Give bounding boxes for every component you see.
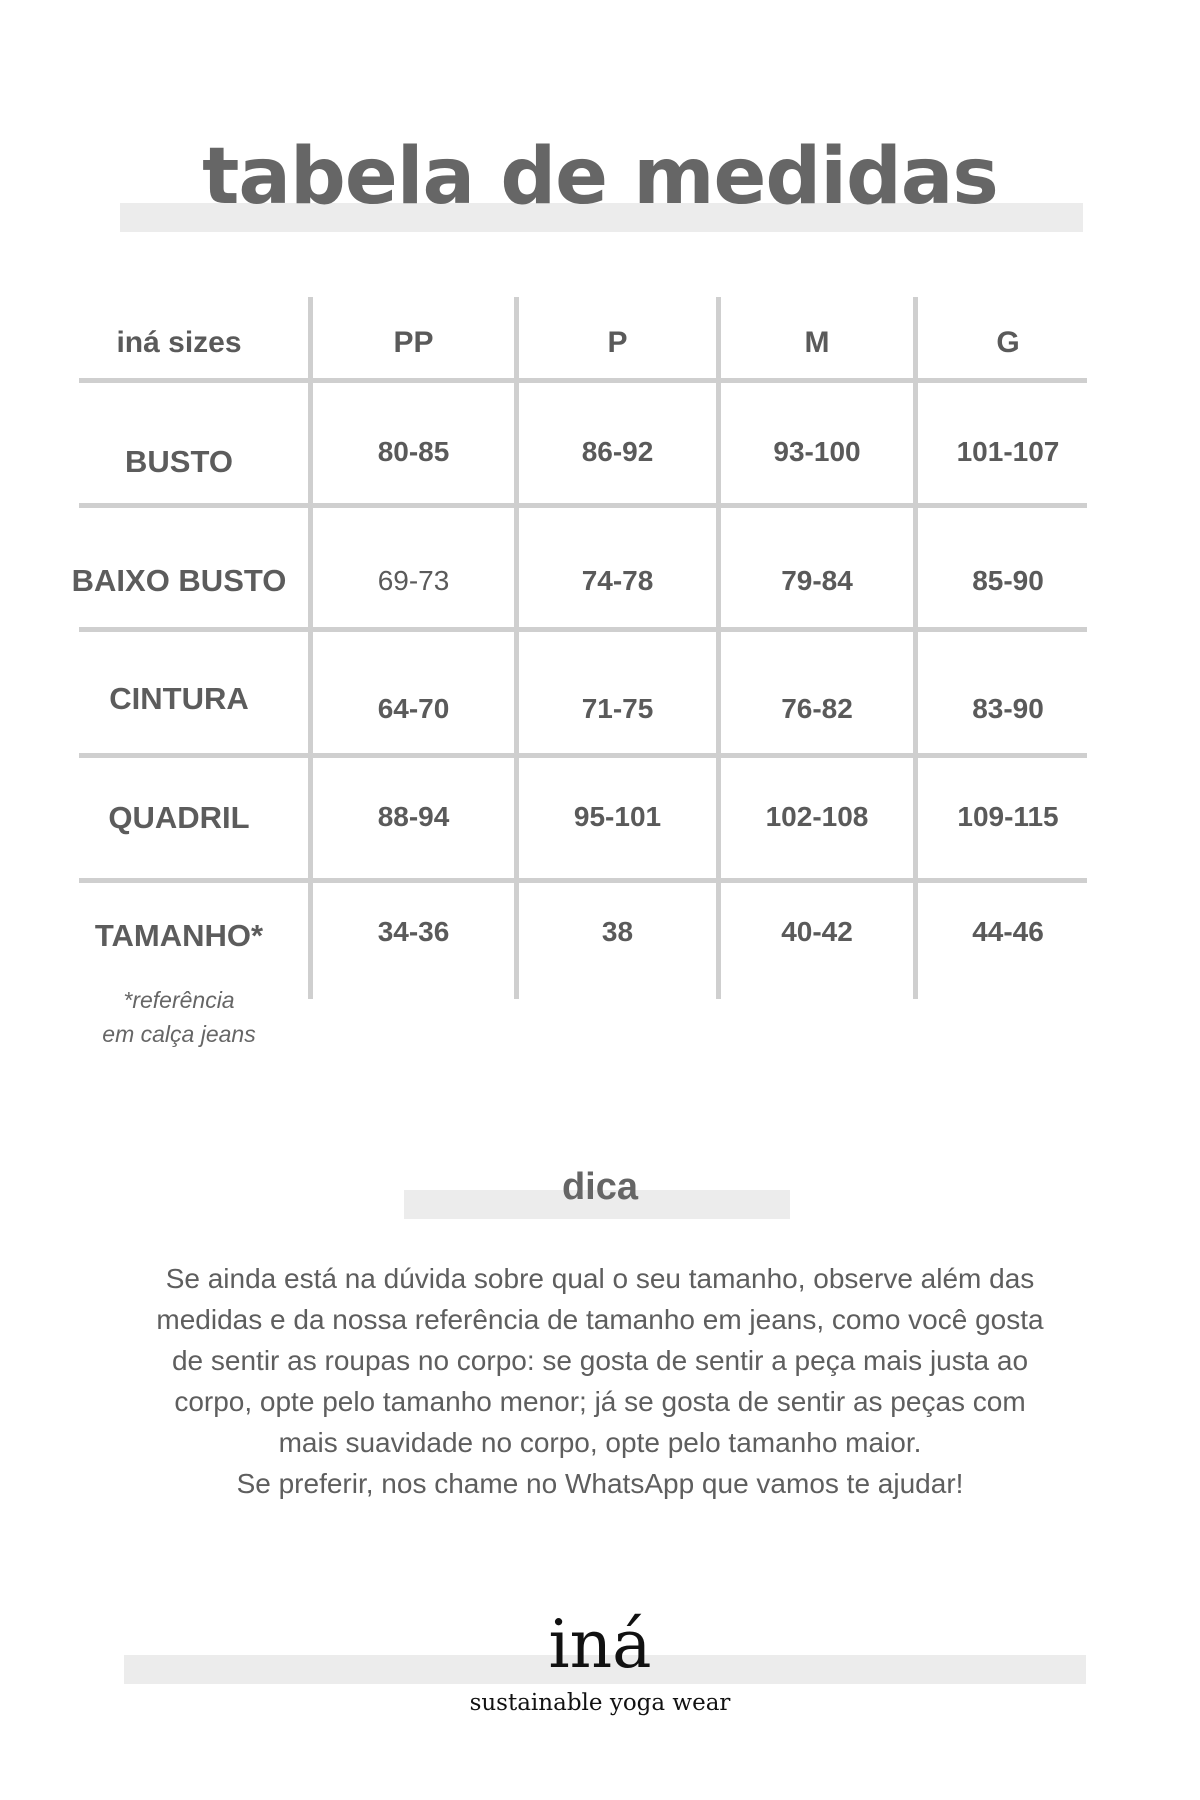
grid-vline-4: [913, 297, 918, 999]
page-title: tabela de medidas: [202, 132, 998, 222]
grid-hline-4: [79, 753, 1087, 758]
quadril-m: 102-108: [765, 801, 869, 832]
size-header-m: M: [804, 326, 830, 359]
grid-hline-5: [79, 878, 1087, 883]
tamanho-p: 38: [601, 916, 634, 947]
dica-title: dica: [561, 1166, 639, 1208]
dica-paragraph: Se ainda está na dúvida sobre qual o seu tamanho, observe além das medidas e da nossa referência de tamanho em jeans, como você gosta de sentir as roupas no corpo: se gosta de sentir a peça mais justa ao corpo, opte pelo tamanho menor; já se gosta de sentir as peças com mais suavidade no corpo, opte pelo tamanho maior.: [156, 1263, 1044, 1458]
row-label-cintura: CINTURA: [109, 681, 249, 716]
brand-tagline: sustainable yoga wear: [469, 1690, 731, 1716]
baixo-busto-p: 74-78: [581, 565, 654, 596]
busto-pp: 80-85: [377, 436, 450, 467]
row-label-quadril: QUADRIL: [108, 800, 250, 835]
size-header-pp: PP: [393, 326, 434, 359]
size-header-g: G: [996, 326, 1020, 359]
tamanho-g: 44-46: [972, 916, 1044, 947]
baixo-busto-pp: 69-73: [377, 565, 450, 596]
brand-logo: iná: [548, 1606, 652, 1683]
quadril-p: 95-101: [573, 801, 662, 832]
baixo-busto-g: 85-90: [972, 565, 1044, 596]
dica-whatsapp-line: Se preferir, nos chame no WhatsApp que vamos te ajudar!: [236, 1468, 964, 1499]
row-label-tamanho: TAMANHO*: [94, 918, 264, 953]
cintura-g: 83-90: [972, 693, 1044, 724]
size-header-p: P: [607, 326, 628, 359]
grid-hline-3: [79, 627, 1087, 632]
busto-g: 101-107: [956, 436, 1060, 467]
cintura-p: 71-75: [581, 693, 654, 724]
row-label-baixo-busto: BAIXO BUSTO: [71, 563, 287, 598]
note-line-2: em calça jeans: [102, 1021, 256, 1047]
grid-hline-1: [79, 378, 1087, 383]
cintura-pp: 64-70: [377, 693, 450, 724]
header-label: iná sizes: [116, 326, 242, 359]
baixo-busto-m: 79-84: [781, 565, 853, 596]
tamanho-pp: 34-36: [377, 916, 450, 947]
tamanho-m: 40-42: [781, 916, 853, 947]
row-label-busto: BUSTO: [125, 444, 233, 479]
dica-text: [150, 1258, 1050, 1504]
busto-m: 93-100: [773, 436, 861, 467]
cintura-m: 76-82: [781, 693, 853, 724]
grid-vline-1: [308, 297, 313, 999]
grid-vline-3: [716, 297, 721, 999]
grid-vline-2: [514, 297, 519, 999]
note-line-1: *referência: [123, 987, 235, 1013]
size-reference-note: [79, 983, 279, 1051]
quadril-pp: 88-94: [377, 801, 450, 832]
grid-hline-2: [79, 503, 1087, 508]
busto-p: 86-92: [581, 436, 654, 467]
quadril-g: 109-115: [957, 801, 1059, 832]
